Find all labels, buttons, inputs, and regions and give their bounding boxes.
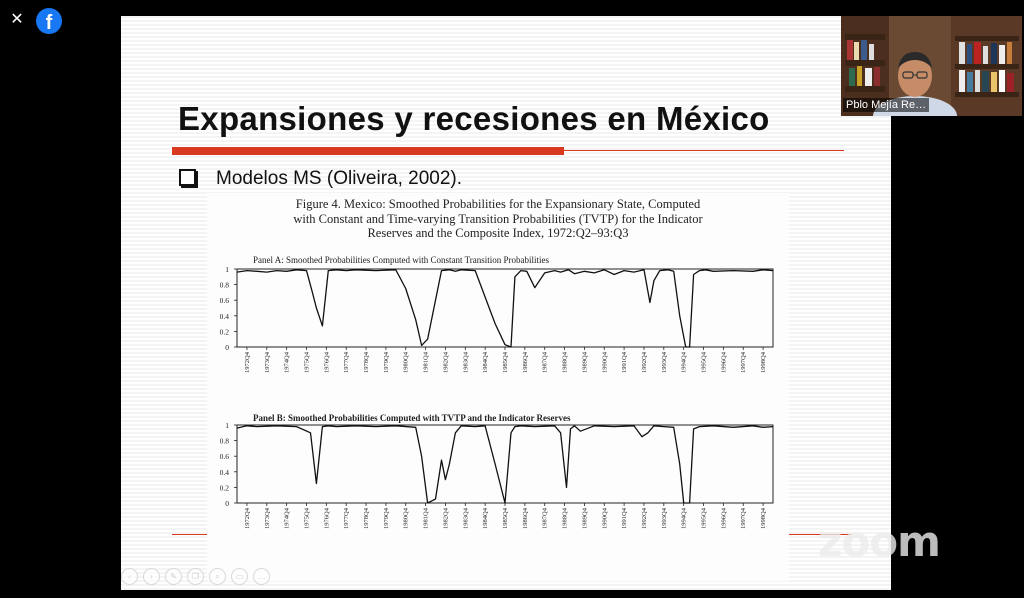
panel-b-y-tick-label: 0.8	[219, 436, 229, 446]
caption-line: Reserves and the Composite Index, 1972:Q2–93:Q3	[367, 226, 629, 240]
title-accent-bar	[172, 147, 564, 155]
copy-button[interactable]	[187, 568, 204, 585]
panel-a-x-tick-label: 1991Q4	[621, 352, 629, 373]
caption-line: with Constant and Time-varying Transition Probabilities (TVTP) for the Indicator	[293, 211, 703, 226]
panel-a-x-tick-label: 1998Q4	[760, 352, 768, 373]
pen-button[interactable]	[165, 568, 182, 585]
panel-b-x-tick-label: 1980Q4	[402, 508, 410, 529]
panel-a-x-tick-label: 1985Q4	[502, 352, 509, 373]
panel-a-y-tick-label: 0.4	[219, 311, 229, 321]
panel-b-x-tick-label: 1998Q4	[760, 508, 768, 529]
panel-a-plot-frame	[237, 269, 773, 347]
zoom-icon: ⌕	[215, 572, 220, 581]
panel-b-x-tick-label: 1988Q4	[561, 508, 569, 529]
close-button[interactable]	[8, 8, 26, 32]
panel-a-y-tick-label: 0.8	[219, 280, 229, 290]
zoom-logo: zoom	[818, 517, 940, 566]
panel-b-x-tick-label: 1983Q4	[462, 508, 470, 529]
caption-line: Figure 4. Mexico: Smoothed Probabilities for the Expansionary State, Computed	[295, 197, 701, 211]
panel-b-x-tick-label: 1985Q4	[502, 508, 509, 529]
panel-a-x-tick-label: 1981Q4	[422, 352, 430, 373]
slides-button[interactable]	[231, 568, 248, 585]
panel-b-x-tick-label: 1993Q4	[660, 508, 668, 529]
panel-a-chart	[207, 263, 789, 393]
panel-b-x-tick-label: 1977Q4	[343, 508, 351, 529]
panel-b-y-tick-label: 0	[225, 499, 229, 508]
panel-a-y-tick-label: 0	[225, 343, 229, 352]
panel-a-x-tick-label: 1984Q4	[482, 352, 490, 373]
slides-icon: ▭	[235, 572, 244, 581]
panel-b-x-tick-label: 1997Q4	[740, 508, 748, 529]
figure-caption	[207, 197, 789, 241]
panel-a-x-tick-label: 1973Q4	[263, 352, 271, 373]
panel-a-x-tick-label: 1992Q4	[640, 352, 648, 373]
checkbox-bullet-icon	[179, 169, 196, 186]
panel-a-x-tick-label: 1977Q4	[343, 352, 351, 373]
panel-a-x-tick-label: 1980Q4	[402, 352, 410, 373]
participant-video[interactable]	[841, 16, 1022, 116]
panel-b-x-tick-label: 1978Q4	[363, 508, 371, 529]
panel-b-x-tick-label: 1990Q4	[601, 508, 609, 529]
prev-icon: ‹	[128, 572, 131, 581]
panel-b-x-tick-label: 1987Q4	[541, 508, 549, 529]
panel-b-x-tick-label: 1973Q4	[263, 508, 271, 529]
panel-b-x-tick-label: 1975Q4	[303, 508, 311, 529]
participant-name-label: Pblo Mejía Re…	[843, 98, 929, 112]
panel-a-x-tick-label: 1986Q4	[521, 352, 529, 373]
panel-b-x-tick-label: 1982Q4	[442, 508, 450, 529]
panel-b-x-tick-label: 1994Q4	[680, 508, 688, 529]
panel-b-series-line	[237, 426, 773, 503]
panel-b-x-tick-label: 1996Q4	[720, 508, 728, 529]
panel-a-x-tick-label: 1987Q4	[541, 352, 549, 373]
panel-a-x-tick-label: 1974Q4	[283, 352, 291, 373]
panel-a-x-tick-label: 1979Q4	[382, 352, 390, 373]
panel-a-x-tick-label: 1990Q4	[601, 352, 609, 373]
panel-b-x-tick-label: 1972Q4	[243, 508, 251, 529]
figure-image	[207, 193, 789, 581]
panel-b-y-tick-label: 1	[225, 421, 229, 430]
panel-b-x-tick-label: 1976Q4	[323, 508, 331, 529]
panel-b-title: Panel B: Smoothed Probabilities Computed with TVTP and the Indicator Reserves	[253, 413, 571, 423]
panel-a-x-tick-label: 1983Q4	[462, 352, 470, 373]
panel-a-series-line	[237, 270, 773, 347]
panel-a-x-tick-label: 1996Q4	[720, 352, 728, 373]
facebook-share-button[interactable]	[36, 8, 62, 34]
slide-toolbar	[121, 568, 270, 585]
panel-b-y-tick-label: 0.4	[219, 467, 229, 477]
next-button[interactable]	[143, 568, 160, 585]
panel-a-x-tick-label: 1972Q4	[243, 352, 251, 373]
panel-b-x-tick-label: 1984Q4	[482, 508, 490, 529]
bullet-text: Modelos MS (Oliveira, 2002).	[216, 168, 463, 189]
title-accent-line	[564, 150, 844, 151]
panel-a-title: Panel A: Smoothed Probabilities Computed with Constant Transition Probabilities	[253, 255, 550, 265]
panel-a-x-tick-label: 1976Q4	[323, 352, 331, 373]
panel-b-chart	[207, 419, 789, 553]
panel-a-x-tick-label: 1997Q4	[740, 352, 748, 373]
panel-b-x-tick-label: 1986Q4	[521, 508, 529, 529]
copy-icon: ❐	[191, 572, 200, 581]
panel-a-x-tick-label: 1993Q4	[660, 352, 668, 373]
more-button[interactable]	[253, 568, 270, 585]
panel-b-x-tick-label: 1991Q4	[621, 508, 629, 529]
panel-a-y-tick-label: 0.2	[219, 327, 229, 337]
panel-a-x-tick-label: 1988Q4	[561, 352, 569, 373]
close-icon: ✕	[10, 11, 24, 28]
panel-b-y-tick-label: 0.6	[219, 452, 229, 462]
panel-a-x-tick-label: 1995Q4	[700, 352, 708, 373]
panel-b-x-tick-label: 1995Q4	[700, 508, 708, 529]
panel-a-x-tick-label: 1975Q4	[303, 352, 311, 373]
panel-a-y-tick-label: 1	[225, 265, 229, 274]
panel-b-x-tick-label: 1974Q4	[283, 508, 291, 529]
panel-a-x-tick-label: 1994Q4	[680, 352, 688, 373]
panel-a-x-tick-label: 1989Q4	[581, 352, 589, 373]
panel-b-y-tick-label: 0.2	[219, 483, 229, 493]
slide-title: Expansiones y recesiones en México	[178, 100, 770, 137]
zoom-button[interactable]	[209, 568, 226, 585]
next-icon: ›	[150, 572, 153, 581]
pen-icon: ✎	[170, 572, 177, 581]
more-icon: …	[257, 572, 266, 581]
panel-a-y-tick-label: 0.6	[219, 296, 229, 306]
panel-b-x-tick-label: 1992Q4	[640, 508, 648, 529]
prev-button[interactable]	[121, 568, 138, 585]
panel-a-x-tick-label: 1978Q4	[363, 352, 371, 373]
facebook-icon: f	[45, 12, 53, 34]
panel-b-x-tick-label: 1981Q4	[422, 508, 430, 529]
shared-slide	[121, 16, 891, 590]
panel-b-x-tick-label: 1989Q4	[581, 508, 589, 529]
panel-a-x-tick-label: 1982Q4	[442, 352, 450, 373]
panel-b-x-tick-label: 1979Q4	[382, 508, 390, 529]
